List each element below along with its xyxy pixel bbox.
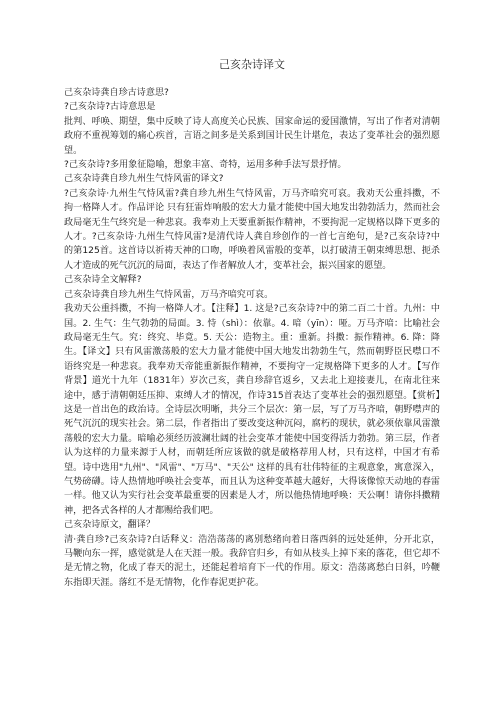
question-heading: 己亥杂诗龚自珍古诗意思? xyxy=(64,88,169,98)
answer-heading: ?己亥杂诗?古诗意思是 xyxy=(64,102,156,113)
question-heading: 己亥杂诗龚自珍九州生气恃风雷的译文? xyxy=(64,174,224,185)
answer-paragraph: 批判、呼唤、期望，集中反映了诗人高度关心民族、国家命运的爱国激情，写出了作者对清朝政府不重视筹划的痛心疾首，言语之间多是关系到国计民生计堪危，表达了变革社会的强烈愿望。 xyxy=(64,116,440,156)
answer-paragraph: 清·龚自珍?己亥杂诗?白话释义：浩浩荡荡的离别愁绪向着日落西斜的远处延伸，分开北京，马鞭向东一挥，感觉就是人在天涯一般。我辞官归乡，有如从枝头上掉下来的落花，但它却不是无情之物，化成了春天的泥土，还能起着培育下一代的作用。原文：浩荡离愁白日斜，吟鞭东指即天涯。落红不是无情物，化作春泥更护花。 xyxy=(64,534,440,588)
answer-paragraph: ?己亥杂诗·九州生气恃风雷?龚自珍九州生气恃风雷，万马齐喑究可哀。我劝天公重抖擞，不拘一格降人才。作品评论 只有狂雷炸响般的宏大力量才能使中国大地发出勃勃活力，然而社会政局毫无生气终究是一种悲哀。我奉劝上天要重新振作精神，不要拘泥一定规格以降下更多的人才。?己亥杂诗·九州生气恃风雷?是清代诗人龚自珍创作的一首七言绝句，是?己亥杂诗?中的第125首。这首诗以祈祷天神的口吻，呼唤着风雷般的变革，以打破清王朝束缚思想、扼杀人才造成的死气沉沉的局面，表达了作者解放人才，变革社会，振兴国家的愿望。 xyxy=(64,188,440,271)
page-title: 己亥杂诗译文 xyxy=(219,58,285,71)
question-heading: 己亥杂诗原文，翻译？ xyxy=(64,520,155,531)
answer-paragraph: ?己亥杂诗?多用象征隐喻，想象丰富、奇特，运用多种手法写景抒情。 xyxy=(64,160,347,171)
question-heading: 己亥杂诗全文解释? xyxy=(64,275,142,286)
answer-paragraph: 我劝天公重抖擞，不拘一格降人才。【注释】1. 这是?己亥杂诗?中的第二百二十首。九州：中国。2. 生气：生气勃勃的局面。3. 恃（shì）：依靠。4. 喑（yīn）：哑。万马齐喑：比喻社会政局毫无生气。究：终究、毕竟。5. 天公：造物主。重：重新。抖擞：振作精神。6. 降：降生。【译文】只有风雷激荡般的宏大力量才能使中国大地发出勃勃生气，然而朝野臣民噤口不语终究是一种悲哀。我奉劝天帝能重新振作精神，不要拘守一定规格降下更多的人才。【写作背景】道光十九年（1831年）岁次己亥，龚自珍辞官返乡，又去北上迎接妻儿，在南北往来途中，感于清朝朝廷压抑、束缚人才的情况，作诗315首表达了变革社会的强烈愿望。【赏析】这是一首出色的政治诗。全诗层次明晰，共分三个层次：第一层，写了万马齐喑，朝野噤声的死气沉沉的现实社会。第二层，作者指出了要改变这种沉闷，腐朽的现状，就必须依靠风雷激荡般的宏大力量。暗喻必须经历波澜壮阔的社会变革才能使中国变得活力勃勃。第三层，作者认为这样的力量来源于人材，而朝廷所应该做的就是破格荐用人材，只有这样，中国才有希望。诗中选用"九州"、"风雷"、"万马"、"天公" 这样的具有壮伟特征的主观意象，寓意深入，气势磅礴。诗人热情地呼唤社会变革，而且认为这种变革越大越好，大得该像惊天动地的春雷一样。他又认为实行社会变革最重要的因素是人才，所以他热情地呼唤：天公啊！请你抖擞精神，把各式各样的人才都赐给我们吧。 xyxy=(64,304,440,516)
poem-line: 己亥杂诗龚自珍九州生气恃风雷，万马齐喑究可哀。 xyxy=(64,289,274,300)
